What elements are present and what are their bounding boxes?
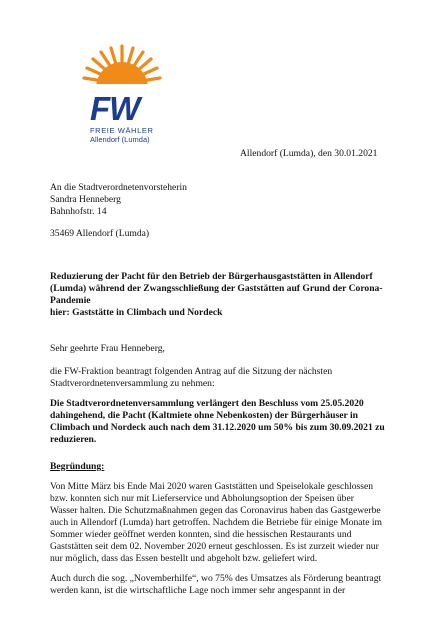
motion-line: Die Stadtverordnetenversammlung verlängert den Beschluss vom 25.05.2020 <box>50 398 364 409</box>
motion-line: Climbach und Nordeck auch nach dem 31.12.2020 um 50% bis zum 30.09.2021 zu <box>50 422 385 433</box>
intro-paragraph <box>50 366 420 390</box>
recipient-line: Sandra Henneberg <box>50 194 121 205</box>
reason-line: Sommer wieder geöffnet werden konnten, sind die hessischen Restaurants und <box>50 529 352 540</box>
reason-line: auch in Allendorf (Lumda) hart getroffen. Nachdem die Betriebe für einige Monate im <box>50 517 383 528</box>
subject <box>50 271 430 319</box>
subject-line: hier: Gaststätte in Climbach und Nordeck <box>50 307 223 318</box>
final-line: Auch durch die sog. „Novemberhilfe“, wo 75% des Umsatzes als Förderung beantragt <box>50 573 382 584</box>
reason-line: bzw. konnten sich nur mit Lieferservice und Abholungsoption der Speisen über <box>50 493 354 504</box>
recipient-line: Bahnhofstr. 14 <box>50 206 107 217</box>
intro-line: die FW-Fraktion beantragt folgenden Antrag auf die Sitzung der nächsten <box>50 366 333 377</box>
reason-heading: Begründung: <box>50 461 105 472</box>
recipient-address <box>50 182 402 218</box>
motion-line: reduzieren. <box>50 434 97 445</box>
reason-paragraph <box>50 481 435 565</box>
reason-line: nur möglich, dass das Essen bestellt und abgeholt bzw. geliefert wird. <box>50 553 318 564</box>
motion-line: dahingehend, die Pacht (Kaltmiete ohne Nebenkosten) der Bürgerhäuser in <box>50 410 358 421</box>
final-paragraph <box>50 573 435 597</box>
intro-line: Stadtverordnetenversammlung zu nehmen: <box>50 378 215 389</box>
subject-line: Reduzierung der Pacht für den Betrieb der Bürgerhausgaststätten in Allendorf <box>50 271 373 282</box>
reason-line: Gaststätten seit dem 02. November 2020 erneut geschlossen. Es ist zurzeit wieder nur <box>50 541 379 552</box>
subject-line: Pandemie <box>50 295 91 306</box>
recipient-line: An die Stadtverordnetenvorsteherin <box>50 182 187 193</box>
reason-line: Wasser halten. Die Schutzmaßnahmen gegen das Coronavirus haben das Gastgewerbe <box>50 505 381 516</box>
reason-line: Von Mitte März bis Ende Mai 2020 waren Gaststätten und Speiselokale geschlossen <box>50 481 374 492</box>
subject-line: (Lumda) während der Zwangsschließung der Gaststätten auf Grund der Corona- <box>50 283 383 294</box>
date-line: Allendorf (Lumda), den 30.01.2021 <box>240 148 378 159</box>
final-line: werden kann, ist die wirtschaftliche Lage noch immer sehr angespannt in der <box>50 585 346 596</box>
logo-brand: FW <box>90 90 140 127</box>
logo-line1: FREIE WÄHLER <box>90 126 154 135</box>
motion-paragraph <box>50 398 430 446</box>
recipient-city: 35469 Allendorf (Lumda) <box>50 228 150 239</box>
salutation: Sehr geehrte Frau Henneberg, <box>50 343 165 354</box>
logo-line2: Allendorf (Lumda) <box>90 135 150 144</box>
